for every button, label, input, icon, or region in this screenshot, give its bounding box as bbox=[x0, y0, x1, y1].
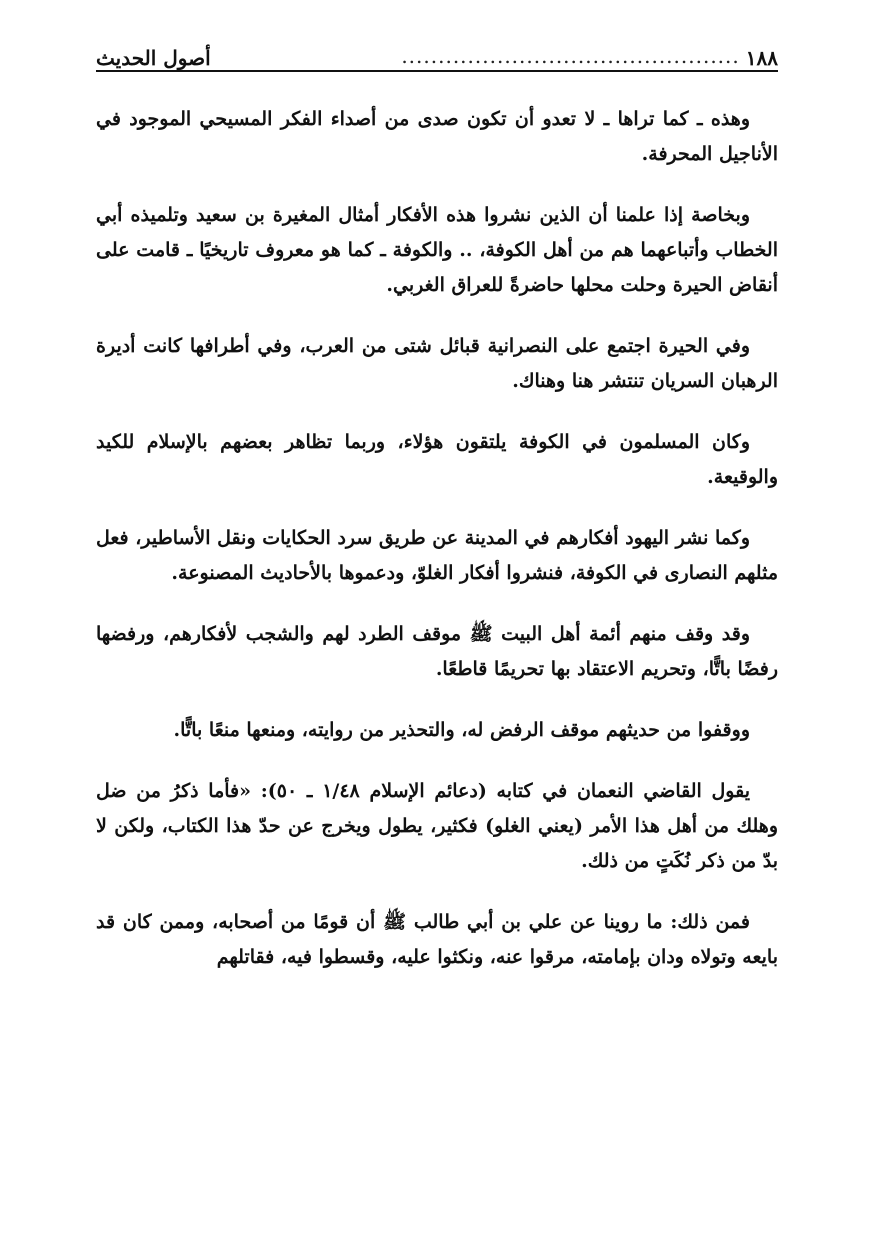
paragraph: وكما نشر اليهود أفكارهم في المدينة عن طريق سرد الحكايات ونقل الأساطير، فعل مثلهم النصارى في الكوفة، فنشروا أفكار الغلوّ، ودعموها بالأحاديث المصنوعة. bbox=[96, 527, 778, 584]
body-text bbox=[96, 102, 778, 975]
running-head bbox=[96, 36, 778, 72]
paragraph: فمن ذلك: ما روينا عن علي بن أبي طالب ﷺ أن قومًا من أصحابه، وممن كان قد بايعه وتولاه ودان بإمامته، مرقوا عنه، ونكثوا عليه، وقسطوا فيه، فقاتلهم bbox=[96, 911, 778, 968]
paragraph: يقول القاضي النعمان في كتابه (دعائم الإسلام ١/٤٨ ـ ٥٠): «فأما ذكرُ من ضل وهلك من أهل هذا الأمر (يعني الغلو) فكثير، يطول ويخرج عن حدّ هذا الكتاب، ولكن لا بدّ من ذكر نُكَتٍ من ذلك. bbox=[96, 780, 778, 872]
paragraph: وكان المسلمون في الكوفة يلتقون هؤلاء، وربما تظاهر بعضهم بالإسلام للكيد والوقيعة. bbox=[96, 431, 778, 488]
book-title: أصول الحديث bbox=[96, 46, 211, 70]
paragraph: ووقفوا من حديثهم موقف الرفض له، والتحذير من روايته، ومنعها منعًا باتًّا. bbox=[173, 719, 750, 741]
page bbox=[96, 36, 778, 1001]
leader-dots: .............................................. bbox=[401, 46, 740, 68]
paragraph: وبخاصة إذا علمنا أن الذين نشروا هذه الأفكار أمثال المغيرة بن سعيد وتلميذه أبي الخطاب وأتباعهما هم من أهل الكوفة، .. والكوفة ـ كما هو معروف تاريخيًا ـ قامت على أنقاض الحيرة وحلت محلها حاضرةً للعراق الغربي. bbox=[96, 204, 778, 296]
paragraph: وفي الحيرة اجتمع على النصرانية قبائل شتى من العرب، وفي أطرافها كانت أديرة الرهبان السريان تنتشر هنا وهناك. bbox=[96, 335, 778, 392]
paragraph: وهذه ـ كما تراها ـ لا تعدو أن تكون صدى من أصداء الفكر المسيحي الموجود في الأناجيل المحرفة. bbox=[96, 108, 778, 165]
paragraph: وقد وقف منهم أئمة أهل البيت ﷺ موقف الطرد لهم والشجب لأفكارهم، ورفضها رفضًا باتًّا، وتحريم الاعتقاد بها تحريمًا قاطعًا. bbox=[96, 623, 778, 680]
page-number: ١٨٨ bbox=[745, 46, 778, 70]
